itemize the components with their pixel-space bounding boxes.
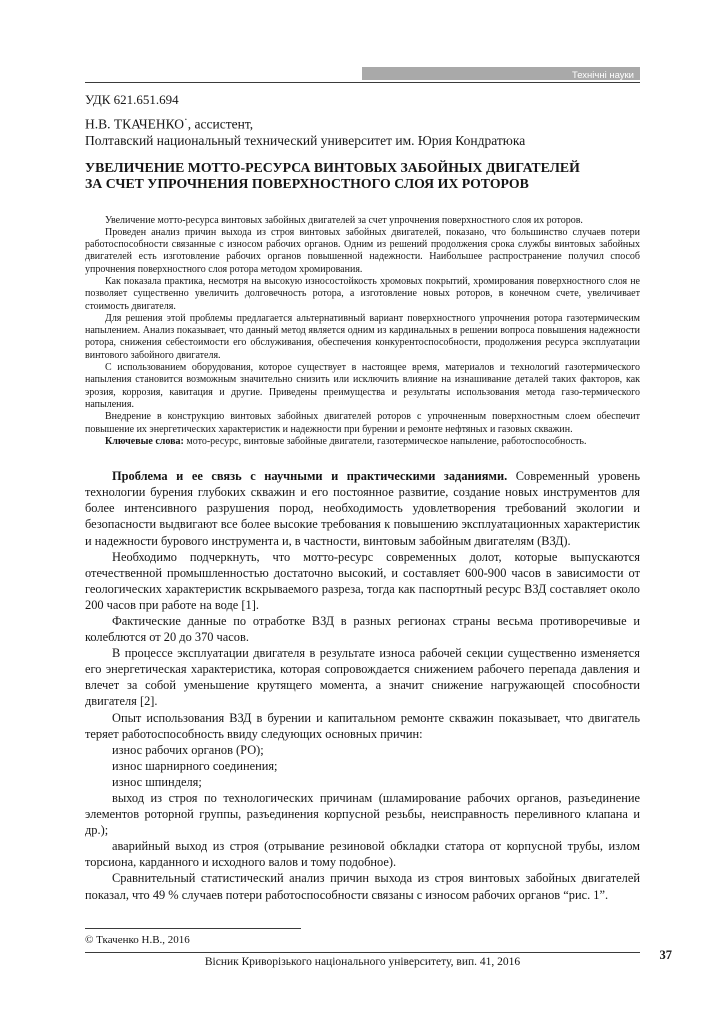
journal-footer-line: Вісник Криворізького національного університету, вип. 41, 2016	[204, 956, 521, 968]
author-footnote-mark: ·	[184, 114, 188, 126]
body-list-item: аварийный выход из строя (отрывание резиновой обкладки статора от корпусной трубы, излом торсиона, карданного и исходного валов и тому подобное).	[85, 839, 640, 870]
abstract	[85, 215, 640, 449]
copyright-line: © Ткаченко Н.В., 2016	[85, 934, 190, 946]
abstract-paragraph: Внедрение в конструкцию винтовых забойных двигателей роторов с упрочненным поверхностным слоем обеспечит повышение их энергетических характеристик и надежности при бурении и ремонте нефтяных и газовых скважин.	[85, 411, 640, 435]
author-name: Н.В. ТКАЧЕНКО	[85, 116, 185, 132]
article-body	[85, 468, 640, 903]
footer-rule	[85, 952, 640, 953]
body-paragraph: Необходимо подчеркнуть, что мотто-ресурс современных долот, которые выпускаются отечественной промышленностью достаточно высокий, и составляет 600-900 часов в зависимости от геологических характеристик вскрываемого разреза, тогда как паспортный ресурс ВЗД составляет около 200 часов при работе на воде [1].	[85, 549, 640, 612]
abstract-paragraph: Как показала практика, несмотря на высокую износостойкость хромовых покрытий, хромирования поверхностного слоя не позволяет существенно увеличить долговечность ротора, а изготовление новых роторов, в конечном счете, увеличивает стоимость двигателя.	[85, 275, 640, 312]
body-list-item: выход из строя по технологических причинам (шламирование рабочих органов, разъединение элементов роторной группы, разъединения корпусной резьбы, неисправность переливного клапана и др.);	[85, 791, 640, 838]
udc-number: УДК 621.651.694	[85, 92, 179, 107]
abstract-paragraph: Для решения этой проблемы предлагается альтернативный вариант поверхностного упрочнения ротора газотермическим напылением. Анализ показывает, что данный метод является одним из кардинальных в решении вопроса повышения надежности ротора, снижения себестоимости его обслуживания, обеспечения конкурентоспособности, продолжения ресурса эксплуатации винтового забойного двигателя.	[85, 312, 640, 361]
body-paragraph: Опыт использования ВЗД в бурении и капитальном ремонте скважин показывает, что двигатель теряет работоспособность ввиду следующих основных причин:	[85, 710, 640, 741]
section-label-bar	[362, 67, 640, 80]
body-lead-paragraph	[85, 468, 640, 548]
page-number: 37	[659, 948, 672, 962]
body-lead-heading: Проблема и ее связь с научными и практическими заданиями.	[112, 469, 508, 484]
body-paragraph: В процессе эксплуатации двигателя в результате износа рабочей секции существенно изменяется его энергетическая характеристика, которая сопровождается снижением рабочего перепада давления и влечет за собой уменьшение крутящего момента, а значит снижение нагружающей способности двигателя [2].	[85, 646, 640, 709]
body-paragraph: Фактические данные по отработке ВЗД в разных регионах страны весьма противоречивые и колеблются от 20 до 370 часов.	[85, 613, 640, 645]
keywords-line	[85, 436, 640, 448]
body-list-item: износ шарнирного соединения;	[112, 758, 278, 773]
body-paragraph: Сравнительный статистический анализ причин выхода из строя винтовых забойных двигателей показал, что 49 % случаев потери работоспособности связаны с износом рабочих органов “рис. 1”.	[85, 871, 640, 902]
abstract-paragraph: Увеличение мотто-ресурса винтовых забойных двигателей за счет упрочнения поверхностного слоя их роторов.	[105, 214, 583, 226]
article-title-line2: ЗА СЧЕТ УПРОЧНЕНИЯ ПОВЕРХНОСТНОГО СЛОЯ ИХ РОТОРОВ	[85, 176, 529, 191]
article-title	[85, 160, 640, 193]
body-list-item: износ рабочих органов (РО);	[112, 742, 264, 757]
author-line	[85, 112, 640, 133]
keywords-label: Ключевые слова:	[105, 435, 184, 447]
keywords-text: мото-ресурс, винтовые забойные двигатели, газотермическое напыление, работоспособность.	[183, 435, 587, 447]
abstract-paragraph: С использованием оборудования, которое существует в настоящее время, материалов и технологий газотермического напыления становится возможным значительно снизить или исключить влияние на изнашивание деталей таких факторов, как эрозия, коррозия, кавитация и другие. Приведены преимущества и результаты использования метода газо-термического напыления.	[85, 362, 640, 410]
affiliation: Полтавский национальный технический университет им. Юрия Кондратюка	[85, 133, 526, 148]
article-title-line1: УВЕЛИЧЕНИЕ МОТТО-РЕСУРСА ВИНТОВЫХ ЗАБОЙНЫХ ДВИГАТЕЛЕЙ	[85, 159, 580, 175]
section-label: Технічні науки	[571, 70, 634, 81]
author-role: , ассистент,	[187, 116, 254, 132]
abstract-paragraph: Проведен анализ причин выхода из строя винтовых забойных двигателей, показано, что большинство случаев потери работоспособности связанные с износом рабочих органов. Одним из решений продолжения срока службы винтовых забойных двигателей есть изготовление рабочих органов повышенной надежности. Наибольшее распространение получил способ упрочнения поверхностного слоя ротора методом хромирования.	[85, 226, 640, 275]
header-rule	[85, 82, 640, 83]
body-list-item: износ шпинделя;	[112, 774, 202, 789]
body-lead-text: Современный уровень технологии бурения глубоких скважин и его постоянное развитие, создание новых инструментов для более интенсивного разрушения пород, необходимость удовлетворения требований экологии и безопасности выдвигают все более высокие требования к повышению эксплуатационных характеристик и надежности бурового инструмента и, в частности, винтовым забойным двигателям (ВЗД).	[85, 469, 640, 548]
footnote-rule	[85, 928, 301, 929]
